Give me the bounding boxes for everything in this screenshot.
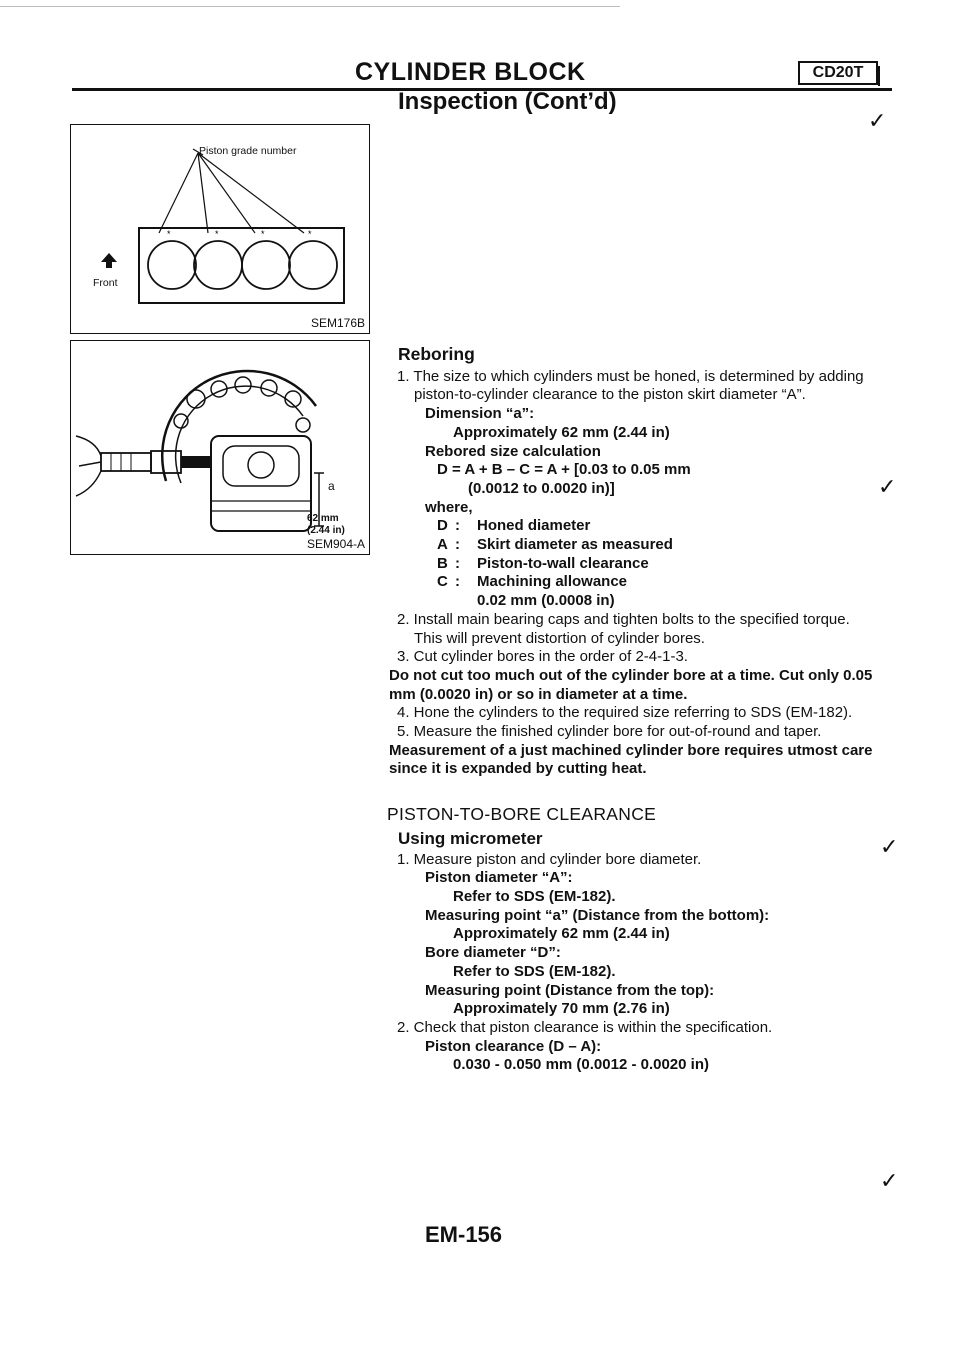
checkmark-icon: ✓ (878, 474, 897, 499)
clearance-step-1: 1. Measure piston and cylinder bore diameter. (397, 850, 702, 868)
page-number: EM-156 (425, 1222, 503, 1247)
measuring-point-a-value: Approximately 62 mm (2.44 in) (453, 925, 670, 943)
figure-code: SEM904-A (306, 537, 365, 551)
definition-text: Piston-to-wall clearance (477, 554, 649, 572)
reboring-step-2: 2. Install main bearing caps and tighten bolts to the specified torque. This will prevent distortion of cylinder bores. (397, 610, 850, 647)
svg-text:*: * (215, 229, 219, 239)
definition-row: D : Honed diameter (437, 517, 591, 535)
definition-row: A : Skirt diameter as measured (437, 536, 673, 554)
reboring-heading: Reboring (398, 344, 475, 364)
where-label: where, (425, 498, 473, 516)
svg-text:*: * (167, 229, 171, 239)
piston-clearance-label: Piston clearance (D – A): (425, 1037, 602, 1055)
dimension-value: Approximately 62 mm (2.44 in) (453, 423, 670, 441)
checkmark-icon: ✓ (880, 834, 899, 859)
piston-diameter-label: Piston diameter “A”: (425, 869, 573, 887)
main-content (382, 345, 882, 1075)
measurement-caution: Measurement of a just machined cylinder bore requires utmost care since it is expanded by cutting heat. (389, 741, 873, 778)
scan-top-line (0, 6, 620, 7)
calc-label: Rebored size calculation (425, 442, 601, 460)
dimension-a-label: a (328, 479, 335, 493)
allowance-value: 0.02 mm (0.0008 in) (477, 592, 615, 610)
piston-diameter-value: Refer to SDS (EM-182). (453, 887, 616, 905)
page-title: CYLINDER BLOCK (355, 58, 586, 86)
measuring-point-top-label: Measuring point (Distance from the top): (425, 981, 715, 999)
reboring-step-4: 4. Hone the cylinders to the required size referring to SDS (EM-182). (397, 704, 853, 722)
figure-piston-measurement (70, 340, 370, 555)
definition-key: B (437, 554, 448, 572)
formula-line-2: (0.0012 to 0.0020 in)] (468, 479, 615, 497)
svg-text:*: * (308, 229, 312, 239)
dimension-label: Dimension “a”: (425, 405, 535, 423)
definition-text: Skirt diameter as measured (477, 536, 673, 554)
figure-code: SEM176B (310, 316, 365, 330)
piston-clearance-value: 0.030 - 0.050 mm (0.0012 - 0.0020 in) (453, 1056, 709, 1074)
clearance-heading: PISTON-TO-BORE CLEARANCE (387, 804, 657, 825)
reboring-step-5: 5. Measure the finished cylinder bore for out-of-round and taper. (397, 723, 822, 741)
measuring-point-a-label: Measuring point “a” (Distance from the bottom): (425, 906, 770, 924)
definition-text: Machining allowance (477, 573, 628, 591)
checkmark-icon: ✓ (880, 1168, 899, 1193)
dimension-in-label: (2.44 in) (307, 525, 345, 536)
svg-text:*: * (261, 229, 265, 239)
figure-piston-grade (70, 124, 370, 334)
definition-text: Honed diameter (477, 517, 591, 535)
definition-key: D (437, 517, 448, 535)
piston-grade-label: Piston grade number (199, 145, 297, 157)
reboring-step-3: 3. Cut cylinder bores in the order of 2-4-1-3. (397, 648, 688, 666)
measuring-point-top-value: Approximately 70 mm (2.76 in) (453, 1000, 670, 1018)
checkmark-icon: ✓ (868, 108, 887, 133)
page-subtitle: Inspection (Cont’d) (398, 88, 617, 115)
dimension-mm-label: 62 mm (307, 513, 339, 524)
bore-diameter-value: Refer to SDS (EM-182). (453, 962, 616, 980)
reboring-step-1: 1. The size to which cylinders must be honed, is determined by adding piston-to-cylinder clearance to the piston skirt diameter “A”. (397, 367, 864, 404)
formula-line-1: D = A + B – C = A + [0.03 to 0.05 mm (437, 461, 691, 479)
definition-key: C (437, 573, 448, 591)
clearance-subheading: Using micrometer (398, 828, 543, 848)
definition-row: C : Machining allowance (437, 573, 628, 591)
definition-key: A (437, 536, 448, 554)
cut-warning: Do not cut too much out of the cylinder bore at a time. Cut only 0.05 mm (0.0020 in) or so in diameter at a time. (389, 666, 873, 703)
clearance-step-2: 2. Check that piston clearance is within the specification. (397, 1018, 773, 1036)
engine-code-badge: CD20T (798, 61, 878, 85)
definition-row: B : Piston-to-wall clearance (437, 554, 649, 572)
front-label: Front (93, 277, 118, 289)
bore-diameter-label: Bore diameter “D”: (425, 944, 561, 962)
